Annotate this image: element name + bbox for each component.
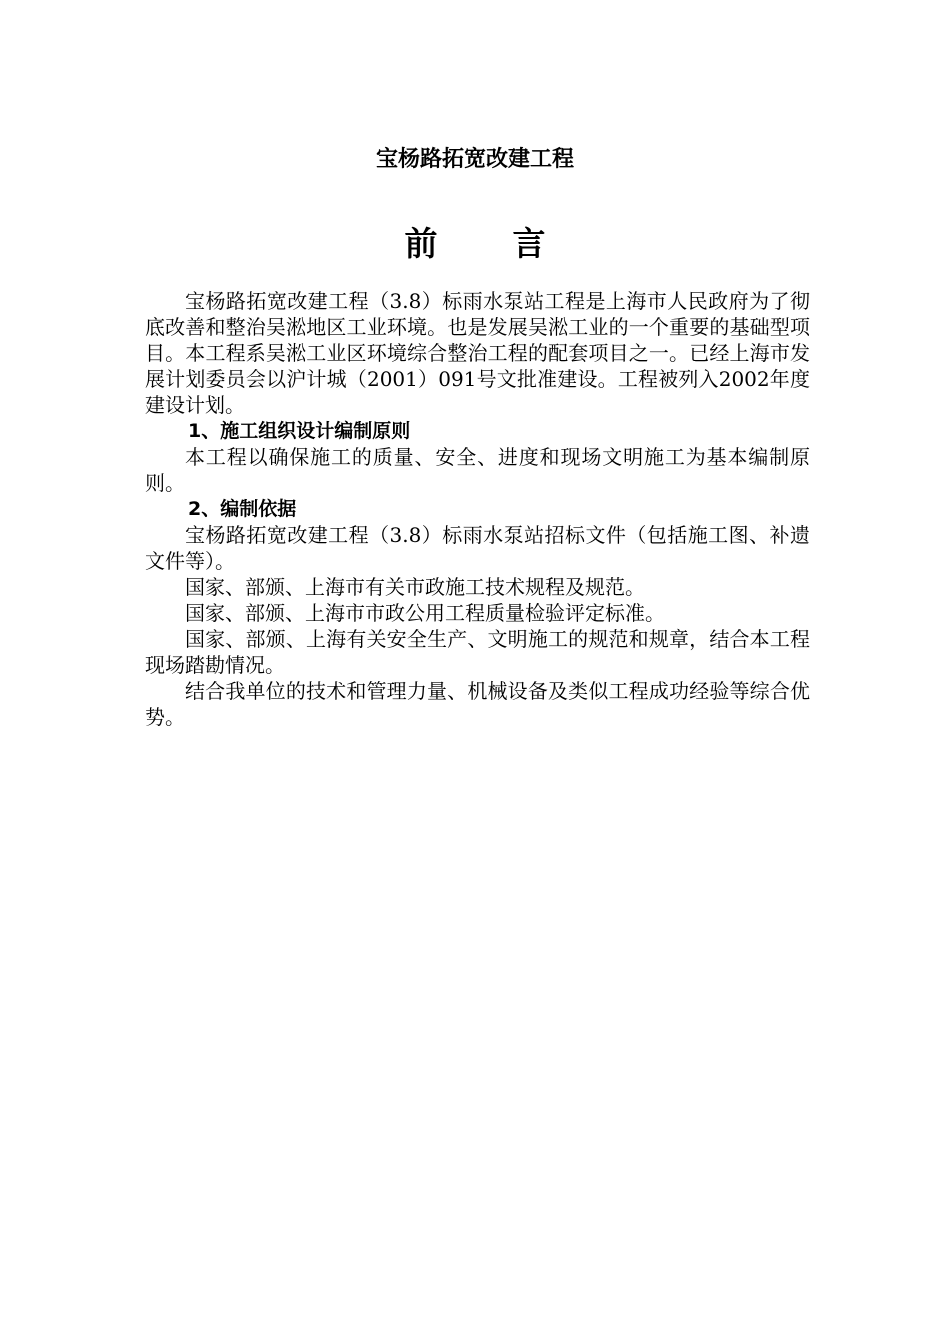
section-paragraph: 宝杨路拓宽改建工程（3.8）标雨水泵站招标文件（包括施工图、补遗文件等）。: [145, 523, 810, 573]
section-heading: 2、编制依据: [188, 498, 297, 520]
section-paragraph: 国家、部颁、上海市有关市政施工技术规程及规范。: [185, 575, 645, 599]
section-paragraph: 国家、部颁、上海有关安全生产、文明施工的规范和规章，结合本工程现场踏勘情况。: [145, 627, 810, 677]
document-title: 宝杨路拓宽改建工程: [375, 147, 574, 172]
section-paragraph: 国家、部颁、上海市市政公用工程质量检验评定标准。: [185, 601, 665, 625]
preface-heading: 前言: [404, 224, 621, 263]
section-paragraph: 本工程以确保施工的质量、安全、进度和现场文明施工为基本编制原则。: [145, 445, 810, 495]
section-heading: 1、施工组织设计编制原则: [188, 420, 411, 442]
intro-paragraph: 宝杨路拓宽改建工程（3.8）标雨水泵站工程是上海市人民政府为了彻底改善和整治吴淞地区工业环境。也是发展吴淞工业的一个重要的基础型项目。本工程系吴淞工业区环境综合整治工程的配套项目之一。已经上海市发展计划委员会以沪计城（2001）091号文批准建设。工程被列入2002年度建设计划。: [145, 289, 810, 417]
section-paragraph: 结合我单位的技术和管理力量、机械设备及类似工程成功经验等综合优势。: [145, 679, 810, 729]
section-basis: [145, 496, 810, 730]
document-body: [145, 288, 810, 730]
section-principles: [145, 418, 810, 496]
